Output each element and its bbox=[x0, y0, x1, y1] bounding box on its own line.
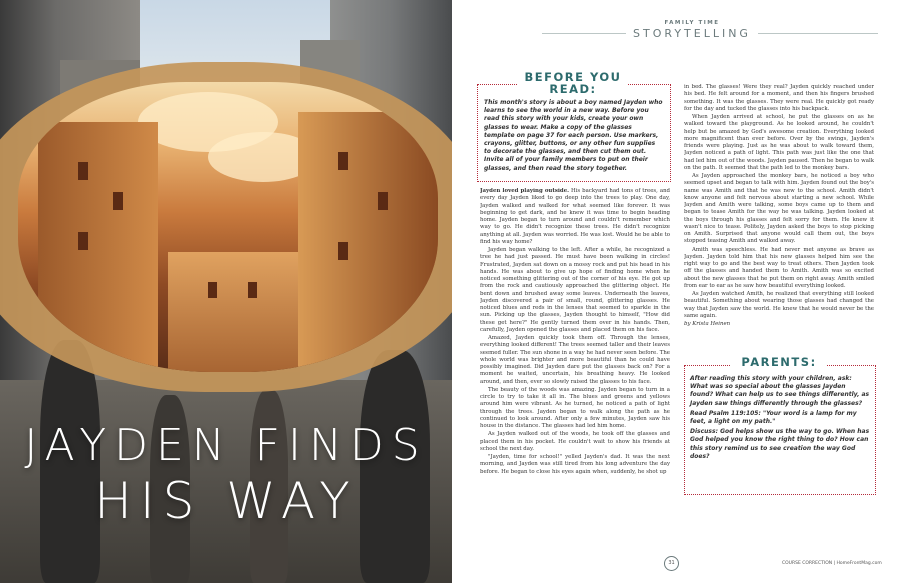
story-paragraph: When Jayden arrived at school, he put the glasses on as he walked toward the playground. As he looked around, he couldn't help but be amazed by God's awesome creation. Everything looked more magnificent than ever before. Over by the swings, Jayden's friends were playing. Just as he was about to walk toward them, Jayden noticed a path of light. This path was just like the one that had led him out of the woods. Jayden paused. Then he began to walk on the path. It seemed that the path led to the monkey bars. bbox=[684, 114, 874, 171]
byline: by Krista Heinen bbox=[684, 321, 731, 327]
story-paragraph: Amazed, Jayden quickly took them off. Through the lenses, everything looked different! The trees seemed taller and their leaves seemed fuller. The sun shone in a way he had never seen before. The whole world was brighter and more beautiful than he could have possibly imagined. Did Jayden dare put the glasses back on? For a moment he waited, uncertain, his breathing heavy. He looked around, and then, ever so slowly raised the glasses to his face. bbox=[480, 335, 670, 385]
parents-question: After reading this story with your children, ask: What was so special about the glasses Jayden found? What can help us to see things differently, as Jayden saw things differently through the glasses? bbox=[690, 375, 870, 407]
story-paragraph: As Jayden watched Amith, he realized that everything still looked beautiful. Something about wearing those glasses had changed the way that Jayden saw the world. He knew that he would never be the same again. bbox=[684, 291, 874, 319]
story-lead-in: Jayden loved playing outside. bbox=[480, 188, 570, 194]
story-paragraph: Jayden began walking to the left. After a while, he recognized a tree he had just passed. He must have been walking in circles! Frustrated, Jayden sat down on a mossy rock and put his head in his hands. He was about to give up hope of finding home when he noticed something glittering out of the corner of his eye. He got up from the rock and cautiously approached the glittering object. He bent down and brushed away some leaves. Underneath the leaves, Jayden discovered a pair of small, round, glittering glasses. He noticed blues and reds in the lenses that seemed to sparkle in the sun. Picking up the glasses, Jayden thought to himself, "How did these get here?" He gently turned them over in his hands. Then, carefully, Jayden opened the glasses and placed them on his face. bbox=[480, 247, 670, 333]
window bbox=[78, 162, 88, 180]
section-kicker: FAMILY TIME bbox=[664, 20, 720, 26]
section-title: STORYTELLING bbox=[633, 27, 751, 40]
sunglasses-lens bbox=[18, 82, 438, 372]
story-paragraph: "Jayden, time for school!" yelled Jayden's dad. It was the next morning, and Jayden was still tired from his long adventure the day before. He began to close his eyes again when, suddenly, he shot up bbox=[480, 454, 670, 475]
window bbox=[113, 192, 123, 210]
right-page bbox=[452, 0, 900, 583]
section-header bbox=[632, 20, 752, 40]
story-paragraph: As Jayden approached the monkey bars, he noticed a boy who seemed upset and began to talk with him. Jayden found out the boy's name was Amith and that he was new to the school. Amith didn't know anyone and felt nervous about starting a new school. While Jayden and Amith were talking, some boys came up to them and began to tease Amith for the way he was talking. Jayden looked at the boys through his glasses and felt sorry for them. He knew it wasn't nice to tease. Politely, Jayden asked the boys to stop picking on Amith. Surprised that anyone would call them out, the boys stopped teasing Amith and walked away. bbox=[684, 173, 874, 245]
parents-discuss: Discuss: God helps show us the way to go. When has God helped you know the right thing to do? How can this story remind us to see creation the way God does? bbox=[690, 428, 870, 460]
footer-credit: COURSE CORRECTION | HomeFrontMag.com bbox=[782, 561, 882, 566]
parents-heading: PARENTS: bbox=[731, 355, 827, 369]
window bbox=[78, 232, 88, 250]
before-you-read-text: This month's story is about a boy named Jayden who learns to see the world in a new way. Before you read this story with your kids, create your own glasses to wear. Make a copy of the glasses template on page 37 for each person. Use markers, crayons, glitter, buttons, or any other fun supplies to decorate the glasses, and then cut them out. Invite all of your family members to put on their glasses, and then read the story together. bbox=[484, 99, 663, 172]
parents-text bbox=[690, 375, 870, 463]
page-number: 31 bbox=[664, 556, 679, 571]
header-rule-left bbox=[542, 33, 626, 34]
story-paragraph: Amith was speechless. He had never met anyone as brave as Jayden. Jayden told him that his new glasses helped him see the right way to go and the best way to treat others. Then Jayden took off the glasses and handed them to Amith. Amith was so excited about the new glasses that he put them on right away. Amith smiled from ear to ear as he saw how beautiful everything looked. bbox=[684, 246, 874, 289]
story-column-left bbox=[480, 188, 670, 558]
lens-building-left bbox=[38, 122, 158, 372]
story-title-line-2: HIS WAY bbox=[94, 472, 358, 530]
parents-scripture: Read Psalm 119:105: "Your word is a lamp for my feet, a light on my path." bbox=[690, 409, 857, 426]
window bbox=[338, 242, 348, 260]
story-paragraph-text: His backyard had tons of trees, and every day Jayden liked to go deep into the trees to play. One day, Jayden walked and walked for what seemed like forever. It was beginning to get dark, and he knew it was time to begin heading home. Jayden began to turn around and couldn't remember which way to go. He didn't recognize these trees. He didn't recognize anything at all. Jayden was worried. He was lost. Would he be able to find his way home? bbox=[480, 188, 670, 245]
story-title-line-1: JAYDEN FINDS bbox=[24, 420, 428, 471]
story-paragraph: in bed. The glasses! Were they real? Jayden quickly reached under his bed. He felt around for a moment, and then his fingers brushed something. It was the glasses. They were real. He quickly got ready for the day and tucked the glasses into his backpack. bbox=[684, 84, 874, 112]
window bbox=[338, 152, 348, 170]
lens-building-middle bbox=[168, 252, 298, 372]
window bbox=[208, 282, 217, 298]
lens-building-right bbox=[298, 112, 438, 372]
story-paragraph bbox=[480, 188, 670, 246]
header-rule-right bbox=[758, 33, 878, 34]
window bbox=[378, 192, 388, 210]
before-you-read-heading: BEFORE YOU READ: bbox=[518, 71, 628, 95]
story-paragraph: As Jayden walked out of the woods, he took off the glasses and placed them in his pocket. He couldn't wait to show his friends at school the next day. bbox=[480, 431, 670, 452]
story-column-right bbox=[684, 84, 874, 354]
window bbox=[248, 282, 257, 298]
story-paragraph: The beauty of the woods was amazing. Jayden began to turn in a circle to try to take it all in. The blues and greens and yellows around him were vibrant. As he turned, he noticed a path of light through the trees. Jayden began to walk along the path as he continued to look around. After only a few minutes, Jayden saw his house in the distance. The glasses had led him home. bbox=[480, 386, 670, 429]
